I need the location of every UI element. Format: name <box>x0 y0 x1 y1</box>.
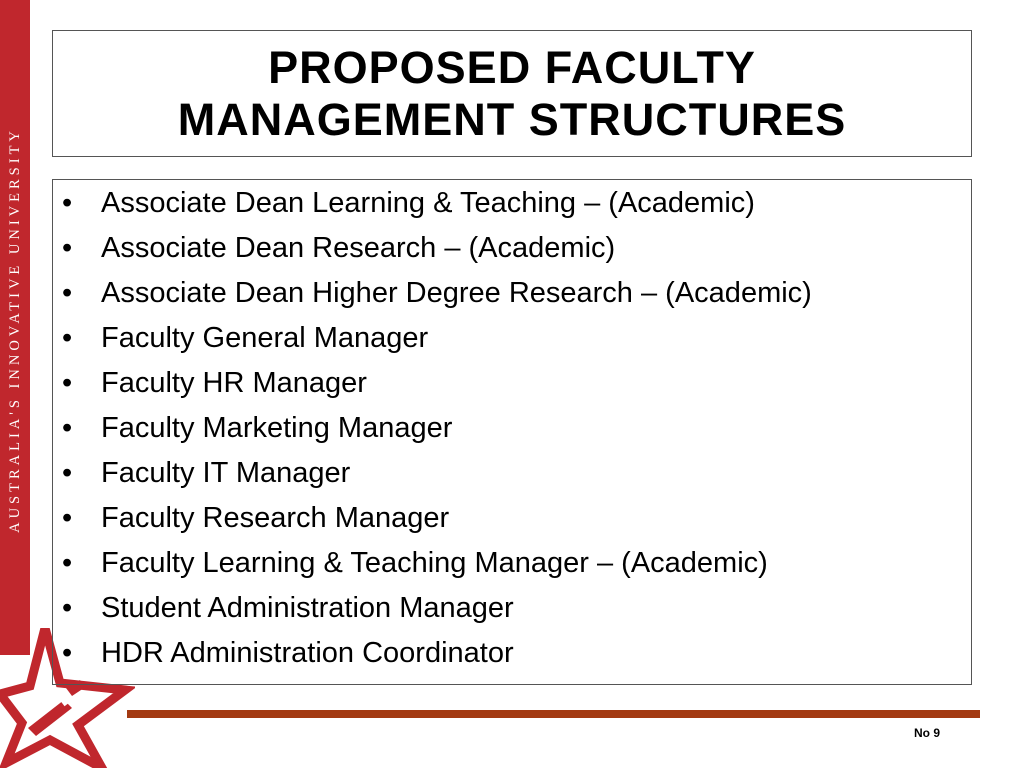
list-item-text: Faculty HR Manager <box>101 367 367 399</box>
list-item-text: Faculty Research Manager <box>101 502 450 534</box>
list-item-text: Faculty Marketing Manager <box>101 412 453 444</box>
list-item-text: Faculty IT Manager <box>101 457 351 489</box>
university-tagline: AUSTRALIA'S INNOVATIVE UNIVERSITY <box>6 127 23 533</box>
bullet-icon: • <box>62 187 73 219</box>
bullet-icon: • <box>62 502 73 534</box>
slide-title-box <box>52 30 972 157</box>
bullet-icon: • <box>62 412 73 444</box>
bullet-icon: • <box>62 277 73 309</box>
university-sidebar-band <box>0 0 30 655</box>
bullet-icon: • <box>62 592 73 624</box>
list-item-text: Student Administration Manager <box>101 592 514 624</box>
bullet-icon: • <box>62 322 73 354</box>
list-item-text: Associate Dean Higher Degree Research – (Academic) <box>101 277 812 309</box>
page-number: No 9 <box>913 726 940 740</box>
list-item-text: Faculty Learning & Teaching Manager – (Academic) <box>101 547 768 579</box>
slide-title-line-2: MANAGEMENT STRUCTURES <box>177 93 847 145</box>
list-item-text: Faculty General Manager <box>101 322 429 354</box>
list-item-text: HDR Administration Coordinator <box>101 637 514 669</box>
slide-title-line-1: PROPOSED FACULTY <box>268 41 756 93</box>
list-item-text: Associate Dean Research – (Academic) <box>101 232 616 264</box>
bullet-icon: • <box>62 547 73 579</box>
list-item-text: Associate Dean Learning & Teaching – (Academic) <box>101 187 755 219</box>
content-box <box>52 179 972 685</box>
footer-divider-bar <box>127 710 980 718</box>
bullet-icon: • <box>62 457 73 489</box>
bullet-icon: • <box>62 367 73 399</box>
bullet-icon: • <box>62 232 73 264</box>
bullet-icon: • <box>62 637 73 669</box>
